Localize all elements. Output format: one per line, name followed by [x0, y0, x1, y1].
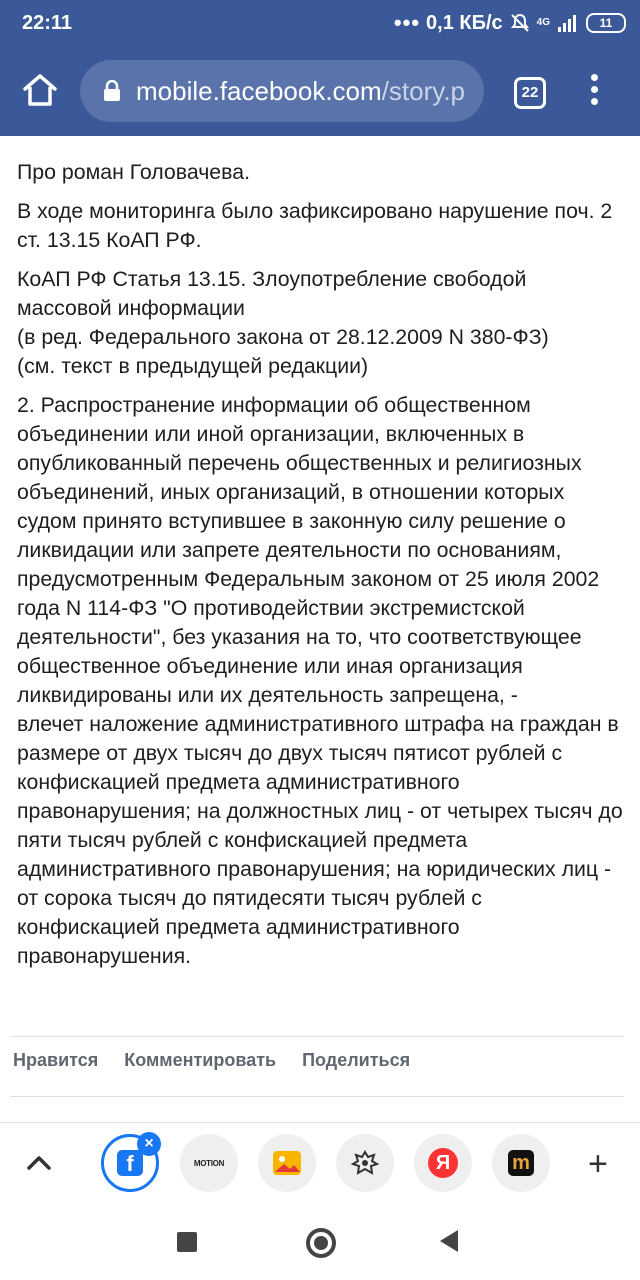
motion-app-bubble[interactable]	[180, 1134, 238, 1192]
post-paragraph-1: Про роман Головачева.	[17, 160, 250, 184]
yandex-app-bubble[interactable]	[414, 1134, 472, 1192]
network-speed: 0,1 КБ/с	[426, 11, 503, 34]
signal-icon	[558, 14, 576, 32]
chevron-up-icon[interactable]	[26, 1153, 52, 1171]
browser-top-bar	[0, 0, 640, 136]
m-app-icon: m	[508, 1150, 534, 1176]
post-actions	[13, 1050, 410, 1080]
gallery-app-bubble[interactable]	[258, 1134, 316, 1192]
more-menu-icon[interactable]	[586, 74, 602, 110]
emblem-app-bubble[interactable]	[336, 1134, 394, 1192]
post-body	[17, 158, 625, 981]
post-paragraph-3: КоАП РФ Статья 13.15. Злоупотребление свободой массовой информации (в ред. Федерального закона от 28.12.2009 N 380-ФЗ) (см. текст в предыдущей редакции)	[17, 267, 549, 378]
post-paragraph-2: В ходе мониторинга было зафиксировано нарушение поч. 2 ст. 13.15 КоАП РФ.	[17, 199, 613, 252]
lock-icon	[102, 80, 122, 102]
home-icon[interactable]	[20, 70, 60, 110]
network-type: 4G	[536, 17, 550, 28]
status-icons	[394, 10, 626, 36]
facebook-icon: f	[117, 1150, 143, 1176]
back-button[interactable]	[440, 1230, 458, 1252]
m-app-bubble[interactable]	[492, 1134, 550, 1192]
url-host: mobile.facebook.com	[136, 76, 382, 106]
tabs-button[interactable]: 22	[514, 77, 546, 109]
url-text	[136, 76, 465, 107]
status-time: 22:11	[22, 12, 73, 34]
system-nav-bar	[0, 1208, 640, 1280]
divider	[10, 1096, 624, 1097]
add-icon[interactable]: +	[588, 1145, 608, 1183]
home-button[interactable]	[306, 1228, 336, 1258]
notification-dots-icon: •••	[393, 10, 421, 35]
battery-icon: 11	[586, 13, 626, 33]
recent-apps-button[interactable]	[177, 1232, 197, 1252]
address-bar[interactable]	[80, 60, 484, 122]
yandex-icon: Я	[428, 1148, 458, 1178]
post-paragraph-4: 2. Распространение информации об общественном объединении или иной организации, включенных в опубликованный перечень общественных и религиозных объединений, иных организаций, в отношении которых судом принято вступившее в законную силу решение о ликвидации или запрете деятельности по основаниям, предусмотренным Федеральным законом от 25 июля 2002 года N 114-ФЗ "О противодействии экстремистской деятельности", без указания на то, что соответствующее общественное объединение или иная организация ликвидированы или их деятельность запрещена, - влечет наложение административного штрафа на граждан в размере от двух тысяч до двух тысяч пятисот рублей с конфискацией предмета административного правонарушения; на должностных лиц - от четырех тысяч до пяти тысяч рублей с конфискацией предмета административного правонарушения; на юридических лиц - от сорока тысяч до пятидесяти тысяч рублей с конфискацией предмета административного правонарушения.	[17, 393, 623, 968]
close-icon[interactable]: ×	[137, 1132, 161, 1156]
like-button[interactable]: Нравится	[13, 1050, 99, 1070]
app-strip	[0, 1122, 640, 1209]
url-path: /story.p	[381, 76, 466, 106]
mute-icon	[509, 12, 531, 34]
status-bar	[0, 0, 640, 46]
divider	[10, 1036, 624, 1037]
emblem-icon	[350, 1148, 380, 1178]
gallery-icon	[272, 1150, 302, 1176]
share-button[interactable]: Поделиться	[302, 1050, 411, 1070]
motion-icon: MOTION	[193, 1158, 225, 1168]
comment-button[interactable]: Комментировать	[124, 1050, 277, 1070]
